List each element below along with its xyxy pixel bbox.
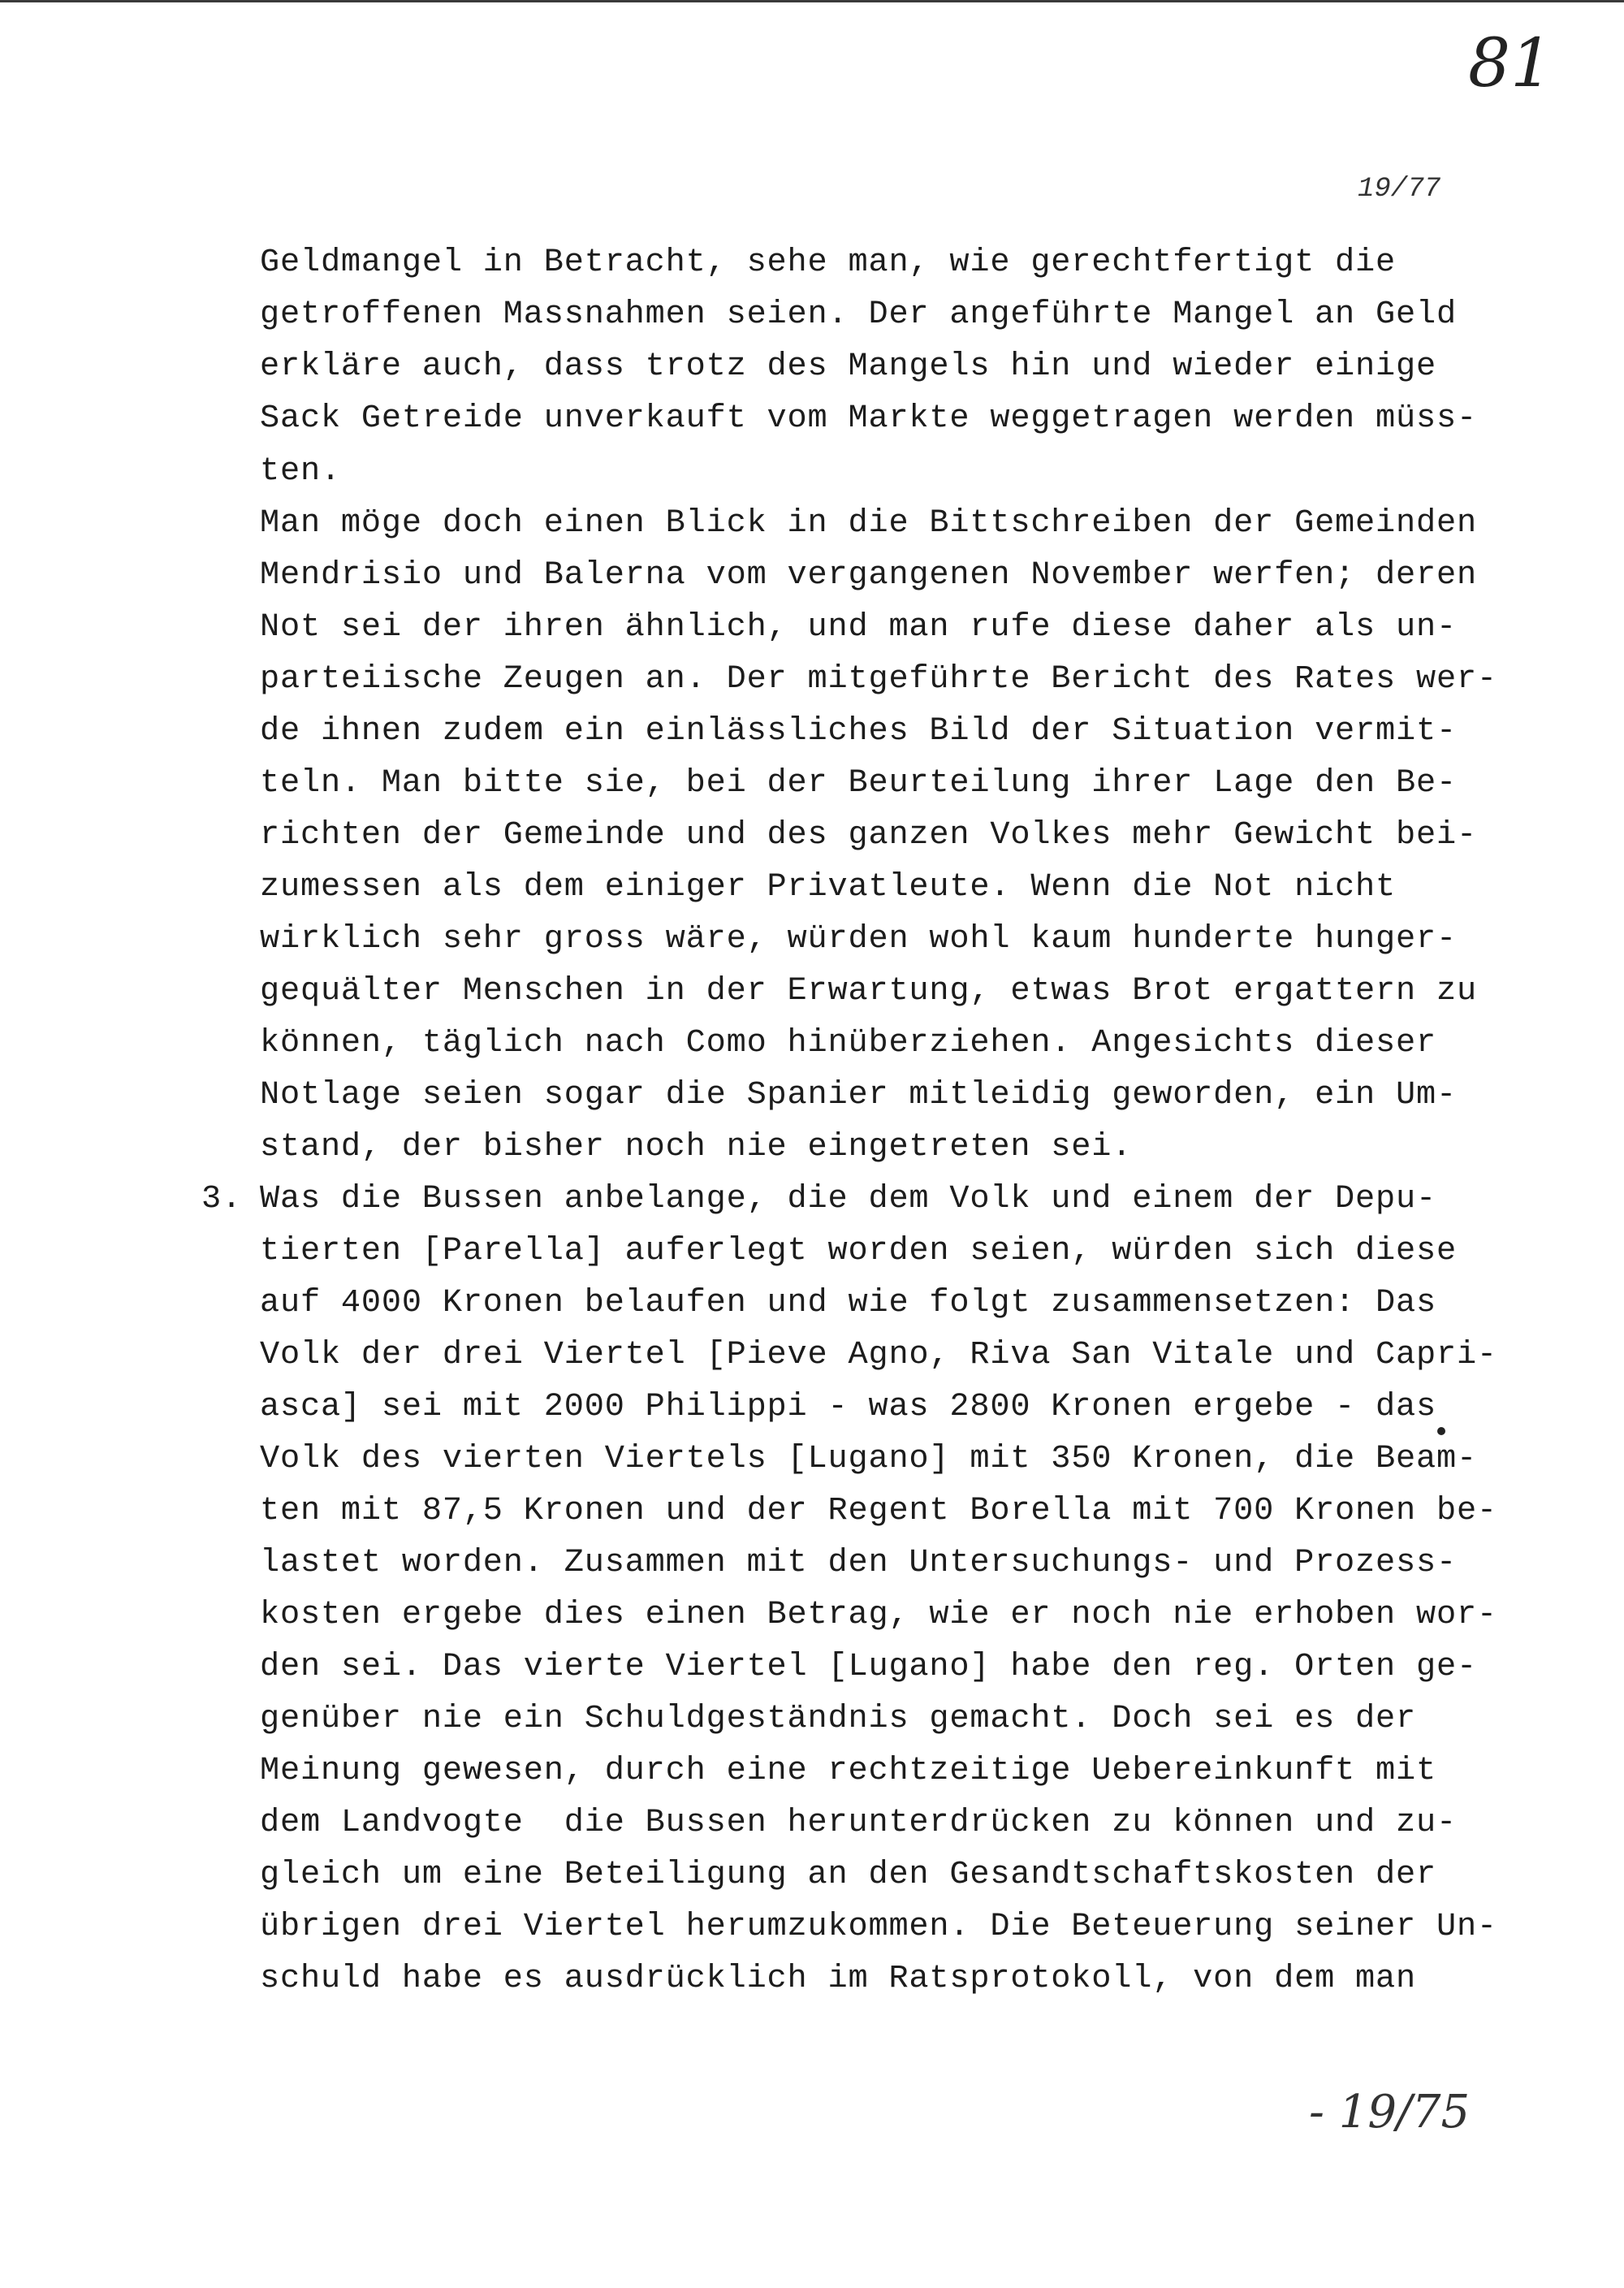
list-item-number: 3. bbox=[201, 1180, 242, 1218]
text-line: Mendrisio und Balerna vom vergangenen November werfen; deren bbox=[260, 556, 1477, 594]
text-line: ten. bbox=[260, 452, 341, 490]
text-line: Not sei der ihren ähnlich, und man rufe diese daher als un- bbox=[260, 608, 1457, 646]
text-line: den sei. Das vierte Viertel [Lugano] habe den reg. Orten ge- bbox=[260, 1648, 1477, 1685]
text-line: teln. Man bitte sie, bei der Beurteilung ihrer Lage den Be- bbox=[260, 764, 1457, 802]
text-line: Meinung gewesen, durch eine rechtzeitige Uebereinkunft mit bbox=[260, 1752, 1436, 1789]
text-line: tierten [Parella] auferlegt worden seien, würden sich diese bbox=[260, 1232, 1457, 1269]
handwritten-archive-number: - 19/75 bbox=[1309, 2086, 1471, 2139]
text-line: de ihnen zudem ein einlässliches Bild der Situation vermit- bbox=[260, 712, 1457, 750]
text-line: Man möge doch einen Blick in die Bittschreiben der Gemeinden bbox=[260, 504, 1477, 542]
text-line: richten der Gemeinde und des ganzen Volkes mehr Gewicht bei- bbox=[260, 816, 1477, 854]
text-line: Volk des vierten Viertels [Lugano] mit 350 Kronen, die Beam- bbox=[260, 1440, 1477, 1477]
text-line: ten mit 87,5 Kronen und der Regent Borella mit 700 Kronen be- bbox=[260, 1492, 1497, 1529]
handwritten-folio-number: 81 bbox=[1468, 25, 1553, 102]
text-line: kosten ergebe dies einen Betrag, wie er noch nie erhoben wor- bbox=[260, 1596, 1497, 1633]
page-number: 19/77 bbox=[1358, 174, 1441, 205]
text-line: zumessen als dem einiger Privatleute. Wenn die Not nicht bbox=[260, 868, 1396, 906]
text-line: getroffenen Massnahmen seien. Der angeführte Mangel an Geld bbox=[260, 296, 1457, 333]
text-line: Geldmangel in Betracht, sehe man, wie gerechtfertigt die bbox=[260, 244, 1396, 281]
text-line: Was die Bussen anbelange, die dem Volk und einem der Depu- bbox=[260, 1180, 1436, 1218]
text-line: schuld habe es ausdrücklich im Ratsprotokoll, von dem man bbox=[260, 1960, 1416, 1997]
text-line: erkläre auch, dass trotz des Mangels hin und wieder einige bbox=[260, 348, 1436, 385]
text-line: Volk der drei Viertel [Pieve Agno, Riva San Vitale und Capri- bbox=[260, 1336, 1497, 1373]
text-line: Sack Getreide unverkauft vom Markte weggetragen werden müss- bbox=[260, 400, 1477, 437]
text-line: übrigen drei Viertel herumzukommen. Die Beteuerung seiner Un- bbox=[260, 1908, 1497, 1945]
text-line: stand, der bisher noch nie eingetreten sei. bbox=[260, 1128, 1133, 1166]
text-line: lastet worden. Zusammen mit den Untersuchungs- und Prozess- bbox=[260, 1544, 1457, 1581]
text-line: können, täglich nach Como hinüberziehen. Angesichts dieser bbox=[260, 1024, 1436, 1062]
text-line: genüber nie ein Schuldgeständnis gemacht. Doch sei es der bbox=[260, 1700, 1416, 1737]
text-line: gleich um eine Beteiligung an den Gesandtschaftskosten der bbox=[260, 1856, 1436, 1893]
text-line: asca] sei mit 2000 Philippi - was 2800 Kronen ergebe - das bbox=[260, 1388, 1436, 1425]
text-line: gequälter Menschen in der Erwartung, etwas Brot ergattern zu bbox=[260, 972, 1477, 1010]
text-line: dem Landvogte die Bussen herunterdrücken zu können und zu- bbox=[260, 1804, 1457, 1841]
margin-ink-dot bbox=[1437, 1427, 1445, 1435]
text-line: Notlage seien sogar die Spanier mitleidig geworden, ein Um- bbox=[260, 1076, 1457, 1114]
text-line: wirklich sehr gross wäre, würden wohl kaum hunderte hunger- bbox=[260, 920, 1457, 958]
scan-top-edge bbox=[0, 0, 1624, 2]
text-line: parteiische Zeugen an. Der mitgeführte Bericht des Rates wer- bbox=[260, 660, 1497, 698]
text-line: auf 4000 Kronen belaufen und wie folgt zusammensetzen: Das bbox=[260, 1284, 1436, 1321]
